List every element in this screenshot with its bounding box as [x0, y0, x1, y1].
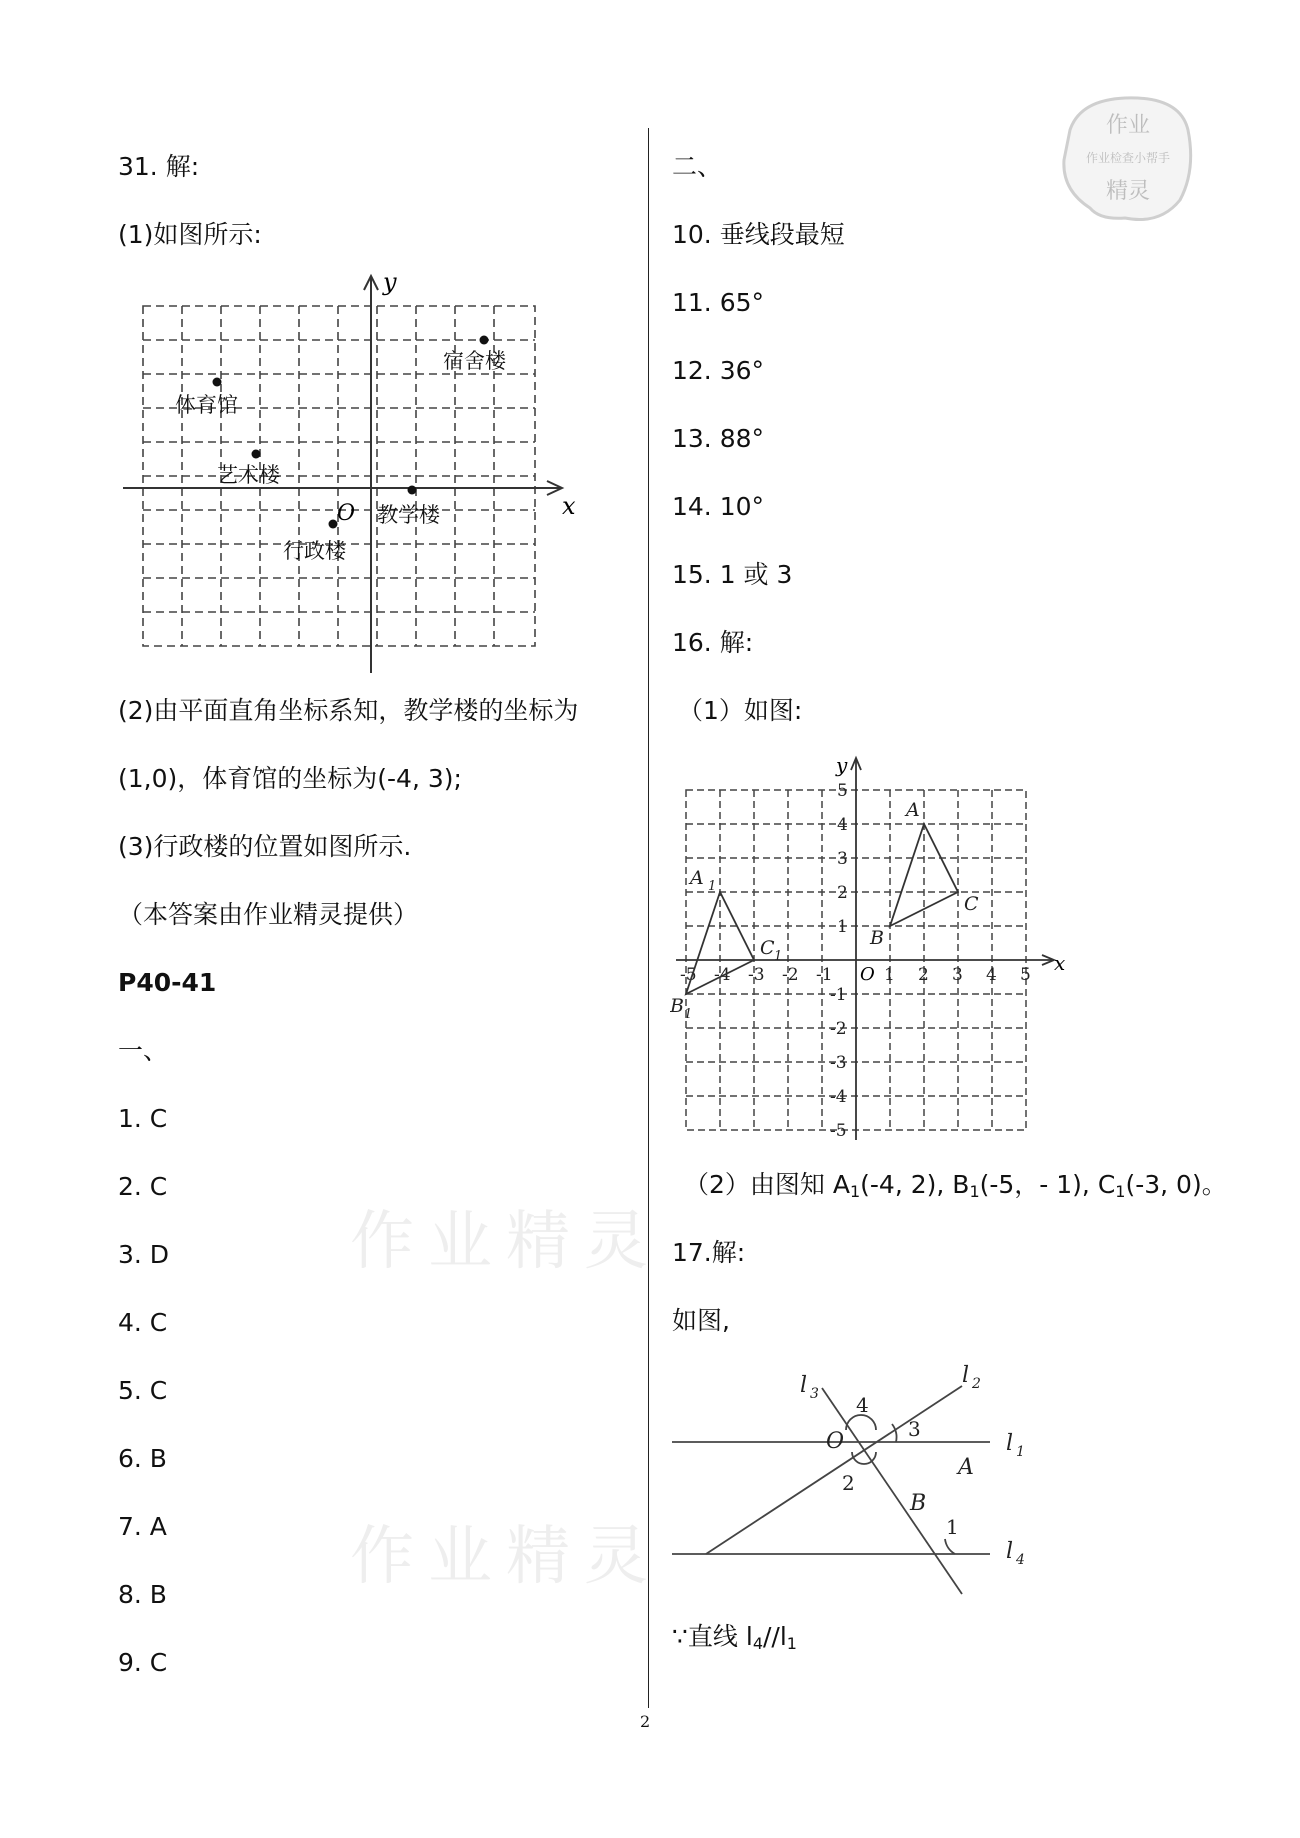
- seal-top-text: 作业: [1105, 113, 1151, 138]
- teaching-building-point: [408, 486, 417, 495]
- answer-10: 10. 垂线段最短: [672, 220, 845, 249]
- y-tick: -1: [830, 985, 847, 1005]
- triangle-translation-figure: [670, 748, 1070, 1148]
- gym-point: [213, 378, 222, 387]
- point-b1-label: B: [670, 995, 684, 1017]
- teaching-building-label: 教学楼: [377, 503, 440, 527]
- parallel-lines-figure: [670, 1358, 1050, 1598]
- x-tick: -4: [714, 965, 731, 985]
- fig2-origin: O: [860, 964, 875, 985]
- answer-13: 13. 88°: [672, 424, 765, 453]
- point-b-label: B: [910, 1491, 927, 1516]
- point-b-label: B: [870, 927, 884, 949]
- y-tick: -4: [830, 1087, 847, 1107]
- angle-3-label: 3: [908, 1417, 921, 1441]
- line-l2-sub: 2: [972, 1376, 981, 1392]
- angle-4-label: 4: [856, 1393, 869, 1417]
- q17-reason: ∵直线 $l_4//l_1$: [672, 1622, 797, 1653]
- answer-5: 5. C: [118, 1376, 168, 1405]
- q16-title: 16. 解:: [672, 628, 754, 657]
- line-l4-sub: 4: [1016, 1552, 1025, 1568]
- y-tick: 3: [837, 849, 848, 869]
- point-a1-sub: 1: [708, 879, 717, 894]
- source-note: （本答案由作业精灵提供）: [118, 900, 419, 929]
- campus-coordinate-figure: [115, 268, 585, 680]
- fig2-x-axis: x: [1054, 951, 1066, 975]
- point-a-label: A: [958, 1455, 974, 1480]
- line-l3-sub: 3: [810, 1386, 819, 1402]
- x-tick: 3: [952, 965, 963, 985]
- answer-8: 8. B: [118, 1580, 167, 1609]
- column-divider: [648, 128, 649, 1708]
- answer-7: 7. A: [118, 1512, 167, 1541]
- q31-part1: (1)如图所示:: [118, 220, 262, 249]
- page-number: 2: [640, 1712, 651, 1731]
- x-tick: 5: [1020, 965, 1031, 985]
- q17-part1: 如图,: [672, 1306, 730, 1335]
- y-tick: 2: [837, 883, 848, 903]
- answer-3: 3. D: [118, 1240, 170, 1269]
- seal-middle-text: 作业检查小帮手: [1085, 151, 1171, 165]
- y-tick: 5: [837, 781, 848, 801]
- x-tick: 1: [884, 965, 895, 985]
- section-title: P40-41: [118, 968, 217, 997]
- watermark: 作业精灵: [350, 1520, 662, 1594]
- q16-part2: （2）由图知 $A_1(-4$, 2), $B_1(-5$，- 1), $C_1(-3$, 0)。: [684, 1170, 1227, 1201]
- point-o-label: O: [826, 1429, 845, 1454]
- dormitory-label: 宿舍楼: [443, 349, 506, 373]
- x-tick: -1: [816, 965, 833, 985]
- seal-bottom-text: 精灵: [1105, 179, 1151, 204]
- y-tick: 4: [837, 815, 848, 835]
- angle-1-label: 1: [946, 1515, 959, 1539]
- y-tick: -2: [830, 1019, 847, 1039]
- y-tick: -3: [830, 1053, 847, 1073]
- point-a-label: A: [906, 799, 920, 821]
- q31-part3: (3)行政楼的位置如图所示.: [118, 832, 412, 861]
- admin-building-label: 行政楼: [283, 539, 346, 563]
- line-l2-label: l: [962, 1363, 970, 1388]
- answer-4: 4. C: [118, 1308, 168, 1337]
- answer-6: 6. B: [118, 1444, 167, 1473]
- q16-part1: （1）如图:: [678, 696, 803, 725]
- x-tick: 4: [986, 965, 997, 985]
- seal-stamp: [1050, 90, 1200, 230]
- angle-2-label: 2: [842, 1471, 855, 1495]
- x-tick: -5: [680, 965, 697, 985]
- art-building-point: [252, 450, 261, 459]
- q17-title: 17.解:: [672, 1238, 746, 1267]
- y-tick: 1: [837, 917, 848, 937]
- x-tick: -3: [748, 965, 765, 985]
- answer-1: 1. C: [118, 1104, 168, 1133]
- answer-14: 14. 10°: [672, 492, 765, 521]
- answer-2: 2. C: [118, 1172, 168, 1201]
- dormitory-point: [480, 336, 489, 345]
- point-a1-label: A: [690, 867, 704, 889]
- part2-title: 二、: [672, 152, 723, 181]
- y-tick: -5: [830, 1121, 847, 1141]
- line-l1-label: l: [1006, 1431, 1014, 1456]
- point-c1-sub: 1: [774, 949, 783, 964]
- q31-part2: (2)由平面直角坐标系知，教学楼的坐标为: [118, 696, 579, 725]
- part1-title: 一、: [118, 1036, 169, 1065]
- x-tick: 2: [918, 965, 929, 985]
- x-axis-label: x: [562, 492, 576, 520]
- point-c1-label: C: [760, 937, 775, 959]
- fig2-y-axis: y: [836, 753, 848, 777]
- line-l1-sub: 1: [1016, 1444, 1025, 1460]
- art-building-label: 艺术楼: [217, 463, 280, 487]
- x-tick: -2: [782, 965, 799, 985]
- line-l3-label: l: [800, 1373, 808, 1398]
- watermark: 作业精灵: [350, 1205, 662, 1279]
- gym-label: 体育馆: [175, 393, 238, 417]
- answer-11: 11. 65°: [672, 288, 765, 317]
- answer-12: 12. 36°: [672, 356, 765, 385]
- line-l4-label: l: [1006, 1539, 1014, 1564]
- point-b1-sub: 1: [684, 1007, 693, 1022]
- point-c-label: C: [964, 893, 979, 915]
- origin-label: O: [337, 501, 356, 526]
- q31-part2-coords: (1,0)，体育馆的坐标为(-4, 3);: [118, 764, 462, 793]
- admin-building-point: [329, 520, 338, 529]
- answer-9: 9. C: [118, 1648, 168, 1677]
- answer-15: 15. 1 或 3: [672, 560, 793, 589]
- y-axis-label: y: [383, 268, 397, 296]
- q31-title: 31. 解:: [118, 152, 200, 181]
